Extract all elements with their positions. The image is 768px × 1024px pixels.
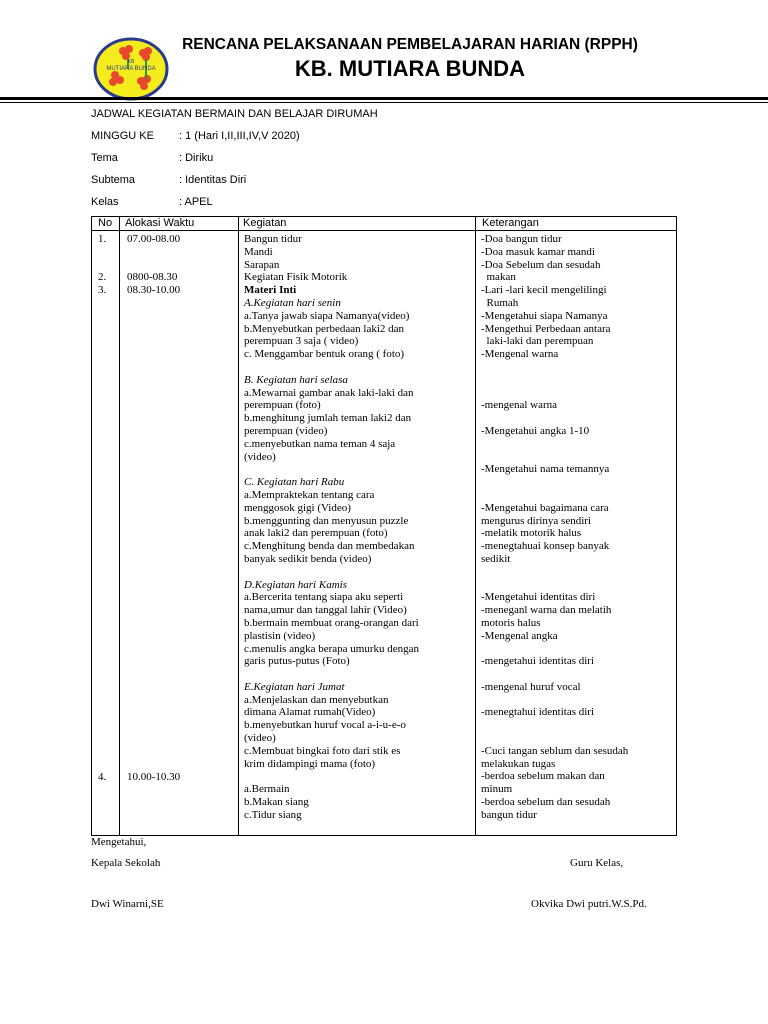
activity-line: b.menghitung jumlah teman laki2 dan	[244, 412, 412, 425]
row-number: 4.	[98, 771, 107, 783]
note-line	[481, 694, 628, 707]
activity-line	[244, 463, 419, 476]
note-line	[481, 476, 628, 489]
row-number: 2.	[98, 271, 107, 283]
note-line	[481, 451, 628, 464]
logo-text-top: KB	[127, 59, 135, 65]
note-line: -Mengenal angka	[481, 629, 558, 642]
note-line: -Doa bangun tidur	[481, 233, 562, 245]
note-line: -Mengetahui identitas diri	[481, 591, 596, 604]
meta-value: : Identitas Diri	[179, 174, 247, 186]
note-line: laki-laki dan perempuan	[481, 335, 594, 348]
activity-line: c. Menggambar bentuk orang ( foto)	[244, 348, 405, 361]
note-line: minum	[481, 783, 513, 796]
meta-label: Kelas	[91, 196, 119, 208]
note-line: -Cuci tangan seblum dan sesudah	[481, 744, 629, 757]
note-line	[481, 374, 628, 387]
note-line: -Mengetahui bagaimana cara	[481, 501, 609, 514]
activity-line	[244, 361, 419, 374]
note-line	[481, 719, 628, 732]
column-header-time: Alokasi Waktu	[125, 217, 195, 229]
note-line	[481, 643, 628, 656]
activity-line: b.menggunting dan menyusun puzzle	[244, 514, 409, 527]
note-line: -Mengetahui nama temannya	[481, 463, 610, 476]
activity-line: Bangun tidur	[244, 233, 302, 245]
activity-line: menggosok gigi (Video)	[244, 501, 351, 514]
activity-line: A.Kegiatan hari senin	[244, 296, 341, 309]
column-header-no: No	[98, 217, 113, 229]
meta-value: : Diriku	[179, 152, 214, 164]
document-title: RENCANA PELAKSANAAN PEMBELAJARAN HARIAN (RPPH)	[182, 36, 638, 53]
note-line	[481, 732, 628, 745]
note-line	[481, 579, 628, 592]
note-line: -menegtahuai konsep banyak	[481, 540, 610, 553]
note-line	[481, 566, 628, 579]
activity-line	[244, 770, 419, 783]
note-line	[481, 387, 628, 400]
note-line: -mengenal huruf vocal	[481, 680, 581, 693]
row-time: 07.00-08.00	[127, 233, 181, 245]
note-line	[481, 412, 628, 425]
activity-line: a.Bermain	[244, 783, 290, 796]
activity-line: nama,umur dan tanggal lahir (Video)	[244, 604, 407, 617]
activity-line: perempuan (foto)	[244, 399, 321, 412]
row-time: 08.30-10.00	[127, 284, 181, 296]
note-line: motoris halus	[481, 616, 541, 629]
activity-line: b.Menyebutkan perbedaan laki2 dan	[244, 322, 405, 335]
column-header-activity: Kegiatan	[243, 217, 287, 229]
principal-title: Kepala Sekolah	[91, 857, 161, 869]
teacher-name: Okvika Dwi putri.W.S.Pd.	[531, 898, 647, 910]
activity-line: a.Tanya jawab siapa Namanya(video)	[244, 309, 410, 322]
note-line: -Mengetahui angka 1-10	[481, 424, 590, 437]
acknowledge-label: Mengetahui,	[91, 836, 147, 848]
activity-line: D.Kegiatan hari Kamis	[244, 578, 347, 591]
schedule-heading: JADWAL KEGIATAN BERMAIN DAN BELAJAR DIRUMAH	[91, 108, 378, 120]
note-line: -Doa masuk kamar mandi	[481, 245, 595, 258]
activity-line: b.Makan siang	[244, 796, 309, 809]
activity-line: c.Membuat bingkai foto dari stik es	[244, 744, 401, 757]
activity-line: (video)	[244, 732, 276, 745]
header-row-divider	[92, 230, 676, 231]
activity-line: b.bermain membuat orang-orangan dari	[244, 616, 419, 629]
note-line: -Mengetahui siapa Namanya	[481, 309, 608, 322]
activity-line: E.Kegiatan hari Jumat	[244, 680, 345, 693]
activity-line: anak laki2 dan perempuan (foto)	[244, 527, 388, 540]
activity-line: Sarapan	[244, 258, 280, 271]
note-line: -Lari -lari kecil mengelilingi	[481, 284, 607, 297]
activity-line	[244, 566, 419, 579]
row-number: 3.	[98, 284, 107, 296]
note-line	[481, 489, 628, 502]
school-logo	[93, 37, 169, 101]
activity-line: banyak sedikit benda (video)	[244, 552, 372, 565]
meta-label: Subtema	[91, 174, 136, 186]
school-name: KB. MUTIARA BUNDA	[294, 56, 526, 81]
activity-line: (video)	[244, 450, 276, 463]
activity-line: dimana Alamat rumah(Video)	[244, 706, 376, 719]
activity-line: a.Bercerita tentang siapa aku seperti	[244, 591, 404, 604]
meta-value: : APEL	[179, 196, 213, 208]
activity-line: Mandi	[244, 245, 273, 258]
activity-line: c.Tidur siang	[244, 808, 302, 821]
row-number: 1.	[98, 233, 107, 245]
note-line: mengurus dirinya sendiri	[481, 514, 591, 527]
teacher-title: Guru Kelas,	[570, 857, 624, 869]
activity-line: perempuan 3 saja ( video)	[244, 335, 359, 348]
note-line: -mengetahui identitas diri	[481, 655, 595, 668]
activity-line: a.Mempraktekan tentang cara	[244, 488, 375, 501]
activity-line: a.Menjelaskan dan menyebutkan	[244, 693, 389, 706]
column-header-note: Keterangan	[482, 217, 539, 229]
meta-label: Tema	[91, 152, 118, 164]
activity-line: B. Kegiatan hari selasa	[244, 373, 348, 386]
note-line: -berdoa sebelum dan sesudah	[481, 796, 611, 809]
row-time: 0800-08.30	[127, 271, 178, 283]
activity-line: Kegiatan Fisik Motorik	[244, 271, 348, 284]
note-line: bangun tidur	[481, 808, 537, 821]
note-line: -menegtahui identitas diri	[481, 706, 595, 719]
note-line	[481, 668, 628, 681]
activity-line: perempuan (video)	[244, 424, 328, 437]
note-line: -berdoa sebelum makan dan	[481, 770, 605, 783]
note-line: -melatik motorik halus	[481, 527, 582, 540]
note-line: Rumah	[481, 296, 519, 309]
activity-line: a.Mewarnai gambar anak laki-laki dan	[244, 386, 414, 399]
note-line	[481, 361, 628, 374]
activity-line: plastisin (video)	[244, 629, 316, 642]
note-line: -Mengethui Perbedaan antara	[481, 322, 611, 335]
activity-line: krim didampingi mama (foto)	[244, 757, 376, 770]
column-divider	[475, 217, 476, 835]
schedule-table	[91, 216, 677, 836]
activity-line: garis putus-putus (Foto)	[244, 655, 350, 668]
meta-label: MINGGU KE	[91, 130, 154, 142]
column-divider	[238, 217, 239, 835]
note-line: makan	[481, 271, 516, 284]
column-divider	[119, 217, 120, 835]
activity-line	[244, 668, 419, 681]
note-line: -meneganl warna dan melatih	[481, 604, 612, 617]
activity-column	[244, 233, 419, 822]
note-line: -mengenal warna	[481, 399, 558, 412]
note-line: -Doa Sebelum dan sesudah	[481, 258, 601, 271]
activity-line: c.Menghitung benda dan membedakan	[244, 540, 415, 553]
note-line: -Mengenal warna	[481, 348, 559, 361]
principal-name: Dwi Winarni,SE	[91, 898, 164, 910]
activity-line: c.menyebutkan nama teman 4 saja	[244, 437, 396, 450]
activity-line: C. Kegiatan hari Rabu	[244, 476, 345, 489]
activity-line: c.menulis angka berapa umurku dengan	[244, 642, 420, 655]
note-line: melakukan tugas	[481, 757, 556, 770]
note-line: sedikit	[481, 552, 511, 565]
header-divider-thick	[0, 97, 768, 100]
logo-text-bottom: MUTIARA BUNDA	[106, 66, 156, 72]
row-time: 10.00-10.30	[127, 771, 181, 783]
activity-line: b.menyebutkan huruf vocal a-i-u-e-o	[244, 719, 406, 732]
meta-value: : 1 (Hari I,II,III,IV,V 2020)	[179, 130, 300, 142]
header-divider-thin	[0, 102, 768, 103]
activity-line: Materi Inti	[244, 284, 297, 297]
note-line	[481, 438, 628, 451]
note-column	[481, 233, 628, 822]
